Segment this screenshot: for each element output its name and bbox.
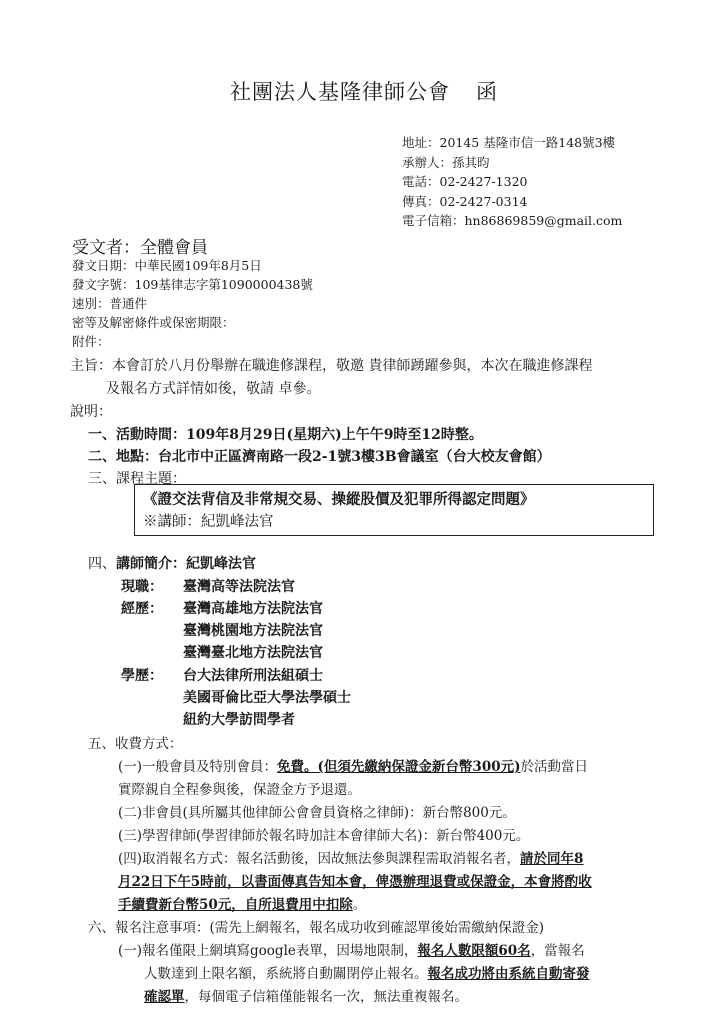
fee-cancel <box>118 848 583 871</box>
registration-confirmation: 確認單 <box>144 989 185 1005</box>
experience-item: 臺灣桃園地方法院法官 <box>183 623 323 639</box>
activity-location: 二、地點：台北市中正區濟南路一段2-1號3樓3B會議室（台大校友會館） <box>88 449 551 465</box>
registration-auto-send: 報名成功將由系統自動寄發 <box>427 966 590 982</box>
course-topic-label: 三、課程主題： <box>88 471 186 487</box>
registration-email-limit: ，每個電子信箱僅能報名一次，無法重複報名。 <box>184 989 468 1005</box>
registration-rule-1-pre: (一)報名僅限上網填寫google表單，因場地限制， <box>118 943 418 959</box>
subject <box>70 355 592 401</box>
sender-email: 電子信箱：hn86869859@gmail.com <box>402 213 623 228</box>
subject-line-1: 主旨：本會訂於八月份舉辦在職進修課程，敬邀 貴律師踴躍參與，本次在職進修課程 <box>70 358 593 374</box>
letter-title <box>230 76 498 106</box>
experience-item: 臺灣高雄地方法院法官 <box>183 601 323 617</box>
fee-free: 免費。 <box>277 759 318 775</box>
fee-cancel-end: 。 <box>352 897 367 913</box>
activity-time: 一、活動時間：109年8月29日(星期六)上午午9時至12時整。 <box>88 427 483 443</box>
speed-class: 速別：普通件 <box>72 296 148 311</box>
fee-cancel-line-3 <box>118 894 366 917</box>
sender-contact: 承辦人：孫其昀 <box>402 154 490 170</box>
fee-cancel-deadline: 請於同年8 <box>520 851 584 867</box>
fees-heading: 五、收費方式： <box>88 736 183 752</box>
fee-cancel-label: (四)取消報名方式：報名活動後，因故無法參與課程需取消報名者， <box>118 851 521 867</box>
registration-rule-1-line-2 <box>144 963 590 986</box>
experience-label: 經歷： <box>121 601 163 617</box>
fee-non-member: (二)非會員(具所屬其他律師公會會員資格之律師)：新台幣800元。 <box>118 805 516 821</box>
confidentiality: 密等及解密條件或保密期限： <box>72 315 235 330</box>
registration-rule-1 <box>118 940 585 963</box>
fee-cancel-line-2: 月22日下午5時前，以書面傳真告知本會，俾憑辦理退費或保證金，本會將酌收 <box>118 874 592 890</box>
sender-address: 地址：20145 基隆市信一路148號3樓 <box>402 135 616 150</box>
current-label: 現職： <box>121 579 163 595</box>
experience-item: 臺灣臺北地方法院法官 <box>183 645 323 661</box>
education-item: 台大法律所刑法組碩士 <box>183 668 323 684</box>
lecturer-intro-num: 四、 <box>88 556 116 572</box>
registration-rule-1-line-3 <box>144 986 468 1009</box>
sender-phone: 電話：02-2427-1320 <box>402 174 528 189</box>
sender-fax: 傳真：02-2427-0314 <box>402 193 528 209</box>
fee-member-label: (一)一般會員及特別會員： <box>118 759 278 775</box>
issue-date: 發文日期：中華民國109年8月5日 <box>72 258 262 273</box>
lecturer-intro-title: 講師簡介：紀凱峰法官 <box>116 556 256 572</box>
registration-auto-close: 人數達到上限名額，系統將自動關閉停止報名。 <box>144 966 428 982</box>
registration-limit: 報名人數限額60名 <box>417 943 531 959</box>
doc-number: 發文字號：109基律志字第1090000438號 <box>72 277 313 292</box>
course-title: 《證交法背信及非常規交易、操縱股價及犯罪所得認定問題》 <box>143 491 535 508</box>
fee-deposit: (但須先繳納保證金新台幣300元) <box>317 759 521 775</box>
education-label: 學歷： <box>121 668 163 684</box>
sender-info <box>402 133 622 231</box>
fee-cancel-charge: 手續費新台幣50元，自所退費用中扣除 <box>118 897 353 913</box>
course-lecturer: ※講師：紀凱峰法官 <box>143 514 274 530</box>
registration-rule-1-post: ，當報名 <box>530 943 585 959</box>
lecturer-intro-heading <box>88 553 256 576</box>
attachment: 附件： <box>72 334 110 349</box>
doc-type: 函 <box>476 80 498 104</box>
fee-trainee: (三)學習律師(學習律師於報名時加註本會律師大名)：新台幣400元。 <box>118 828 530 844</box>
course-box <box>134 484 654 536</box>
subject-line-2: 及報名方式詳情如後，敬請 卓參。 <box>106 381 321 397</box>
education-item: 紐約大學訪問學者 <box>183 712 295 728</box>
fee-member <box>118 756 588 779</box>
explanation-label: 說明： <box>70 404 112 420</box>
registration-heading: 六、報名注意事項：(需先上網報名，報名成功收到確認單後始需繳納保證金) <box>88 920 545 936</box>
recipient: 受文者：全體會員 <box>72 238 208 258</box>
education-item: 美國哥倫比亞大學法學碩士 <box>183 690 351 706</box>
org-name: 社團法人基隆律師公會 <box>230 80 450 104</box>
fee-member-post: 於活動當日 <box>520 759 589 775</box>
current-position: 臺灣高等法院法官 <box>183 579 295 595</box>
doc-meta <box>72 256 313 351</box>
fee-member-line-2: 實際親自全程參與後，保證金方予退還。 <box>118 782 361 798</box>
